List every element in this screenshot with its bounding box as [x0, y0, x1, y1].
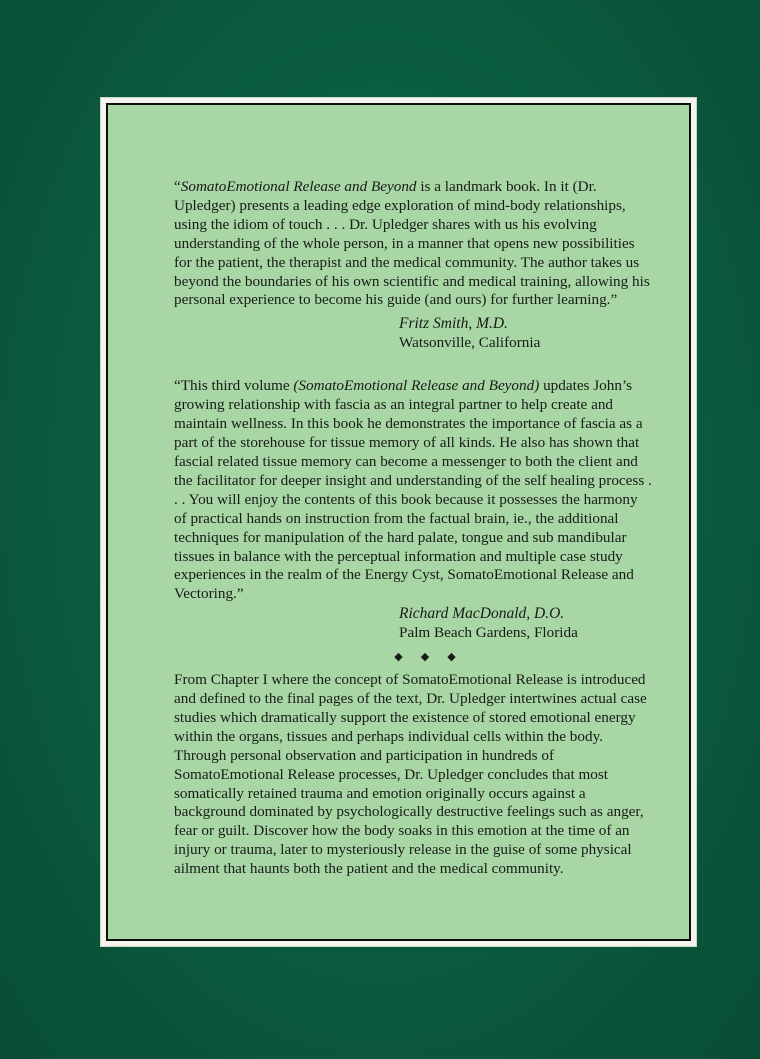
attribution-fritz-smith	[399, 314, 654, 352]
book-description: From Chapter I where the concept of SomatoEmotional Release is introduced and defined to the final pages of the text, Dr. Upledger intertwines actual case studies which dramatically support the existence of stored emotional energy within the organs, tissues and perhaps individual cells within the body. Through personal observation and participation in hundreds of SomatoEmotional Release processes, Dr. Upledger concludes that most somatically retained trauma and emotion originally occurs against a background dominated by psychologically destructive feelings such as anger, fear or guilt. Discover how the body soaks in this emotion at the time of an injury or trauma, later to mysteriously release in the guise of some physical ailment that haunts both the patient and the medical community.	[174, 671, 647, 878]
book-title-italic: SomatoEmotional Release and Beyond	[180, 178, 417, 195]
author-name: Richard MacDonald, D.O.	[399, 605, 565, 623]
quote-richard-macdonald	[174, 377, 654, 604]
blurb-content	[174, 178, 654, 879]
author-name: Fritz Smith, M.D.	[399, 315, 508, 333]
diamond-separator: ◆◆◆	[394, 651, 474, 664]
attribution-richard-macdonald	[399, 604, 654, 642]
author-location: Palm Beach Gardens, Florida	[399, 624, 578, 642]
quote-text: updates John’s growing relationship with fascia as an integral partner to help create and maintain wellness. In this book he demonstrates the importance of fascia as a part of the storehouse for tissue memory of all kinds. He also has shown that fascial related tissue memory can become a messenger to both the client and the facilitator for deeper insight and understanding of the self healing process . . . You will enjoy the contents of this book because it possesses the harmony of practical hands on instruction from the factual brain, ie., the additional techniques for manipulation of the hard palate, tongue and sub mandibular tissues in balance with the perceptual information and multiple case study experiences in the realm of the Energy Cyst, SomatoEmotional Release and Vectoring.”	[174, 377, 652, 603]
book-title-italic: (SomatoEmotional Release and Beyond)	[293, 377, 540, 395]
author-location: Watsonville, California	[399, 334, 541, 352]
quote-fritz-smith	[174, 178, 654, 310]
quote-text-intro: “This third volume	[174, 377, 294, 395]
quote-text: is a landmark book. In it (Dr. Upledger) presents a leading edge exploration of mind-body relationships, using the idiom of touch . . . Dr. Upledger shares with us his evolving understanding of the whole person, in a manner that opens new possibilities for the patient, the therapist and the medical community. The author takes us beyond the boundaries of his own scientific and medical training, allowing his personal experience to become his guide (and ours) for further learning.”	[174, 178, 650, 309]
open-quote: “	[174, 178, 181, 195]
